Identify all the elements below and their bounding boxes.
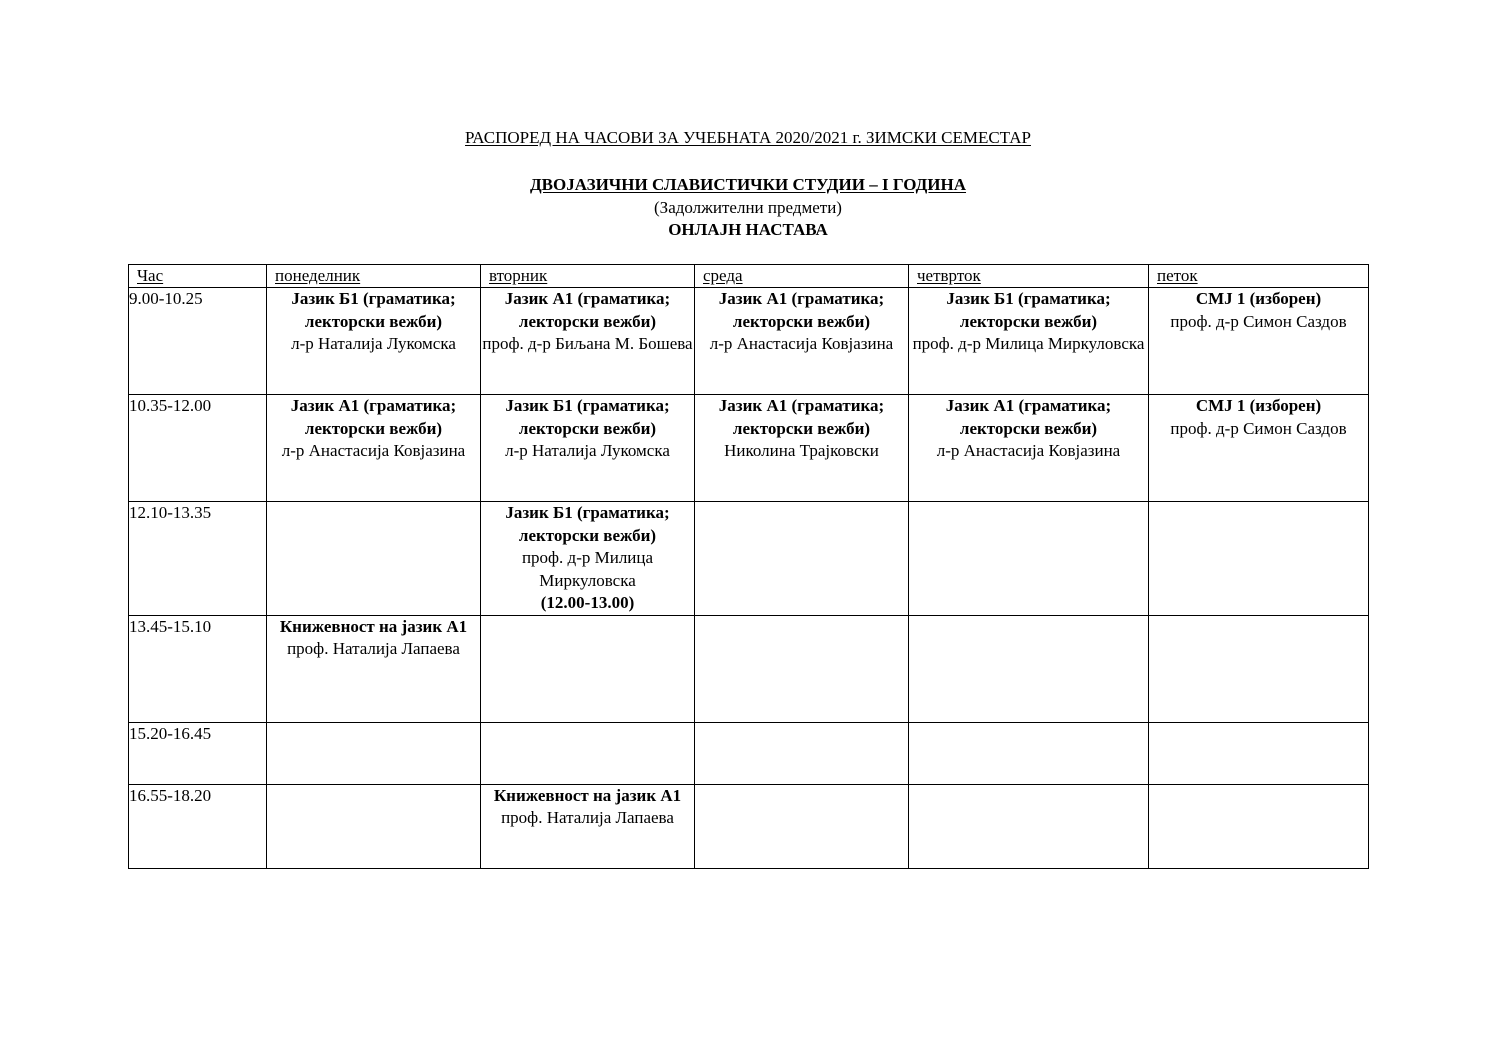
time-note: (12.00-13.00): [540, 593, 635, 612]
cell-monday: [267, 784, 481, 868]
cell-thursday: [909, 395, 1149, 502]
program-title: ДВОЈАЗИЧНИ СЛАВИСТИЧКИ СТУДИИ – I ГОДИНА: [529, 175, 967, 194]
cell-monday: [267, 615, 481, 722]
teacher-name: Николина Трајковски: [724, 441, 879, 460]
time-slot: 10.35-12.00: [129, 395, 267, 502]
teaching-mode: ОНЛАЈН НАСТАВА: [668, 220, 828, 239]
teacher-name: л-р Наталија Лукомска: [291, 334, 456, 353]
cell-wednesday: [695, 502, 909, 616]
subject-name: Јазик А1 (граматика; лекторски вежби): [945, 396, 1112, 438]
teacher-name: л-р Анастасија Ковјазина: [281, 441, 466, 460]
teacher-name: л-р Анастасија Ковјазина: [709, 334, 894, 353]
subject-name: Јазик А1 (граматика; лекторски вежби): [718, 396, 885, 438]
subject-name: Јазик Б1 (граматика; лекторски вежби): [946, 289, 1111, 331]
table-row: [129, 784, 1369, 868]
cell-friday: [1149, 784, 1369, 868]
cell-friday: [1149, 288, 1369, 395]
teacher-name: проф. д-р Милица Миркуловска: [912, 334, 1145, 353]
cell-tuesday: [481, 615, 695, 722]
teacher-name: проф. д-р Симон Саздов: [1170, 311, 1347, 331]
time-slot: 9.00-10.25: [129, 288, 267, 395]
subject-name: Јазик А1 (граматика; лекторски вежби): [718, 289, 885, 331]
subject-name: Јазик Б1 (граматика; лекторски вежби): [505, 503, 670, 545]
table-row: [129, 395, 1369, 502]
table-row: [129, 288, 1369, 395]
time-slot: 13.45-15.10: [129, 615, 267, 722]
cell-tuesday: [481, 722, 695, 784]
cell-thursday: [909, 615, 1149, 722]
program-note: (Задолжителни предмети): [654, 198, 842, 217]
col-header-thursday: четврток: [909, 265, 1149, 288]
subject-name: Јазик А1 (граматика; лекторски вежби): [290, 396, 457, 438]
cell-monday: [267, 502, 481, 616]
table-row: [129, 615, 1369, 722]
cell-wednesday: [695, 395, 909, 502]
subject-name: Јазик А1 (граматика; лекторски вежби): [504, 289, 671, 331]
cell-friday: [1149, 722, 1369, 784]
time-slot: 12.10-13.35: [129, 502, 267, 616]
subject-name: Јазик Б1 (граматика; лекторски вежби): [291, 289, 456, 331]
teacher-name: проф. Наталија Лапаева: [501, 808, 674, 827]
time-slot: 16.55-18.20: [129, 784, 267, 868]
cell-thursday: [909, 288, 1149, 395]
cell-tuesday: [481, 395, 695, 502]
col-header-time: Час: [129, 265, 267, 288]
cell-thursday: [909, 784, 1149, 868]
table-row: [129, 502, 1369, 616]
document-title: РАСПОРЕД НА ЧАСОВИ ЗА УЧЕБНАТА 2020/2021 г. ЗИМСКИ СЕМЕСТАР: [465, 128, 1031, 147]
subject-name: Јазик Б1 (граматика; лекторски вежби): [505, 396, 670, 438]
cell-monday: [267, 722, 481, 784]
header-row: [129, 265, 1369, 288]
subject-name: Книжевност на јазик А1: [493, 785, 682, 805]
cell-friday: [1149, 395, 1369, 502]
cell-friday: [1149, 615, 1369, 722]
cell-monday: [267, 288, 481, 395]
subject-name: СМЈ 1 (изборен): [1195, 396, 1322, 415]
cell-thursday: [909, 722, 1149, 784]
teacher-name: проф. д-р Милица Миркуловска: [521, 548, 654, 590]
cell-friday: [1149, 502, 1369, 616]
cell-tuesday: [481, 288, 695, 395]
teacher-name: проф. Наталија Лапаева: [287, 639, 460, 658]
cell-thursday: [909, 502, 1149, 616]
cell-wednesday: [695, 722, 909, 784]
teacher-name: л-р Анастасија Ковјазина: [936, 441, 1121, 460]
col-header-friday: петок: [1149, 265, 1369, 288]
cell-wednesday: [695, 288, 909, 395]
cell-wednesday: [695, 784, 909, 868]
col-header-monday: понеделник: [267, 265, 481, 288]
teacher-name: л-р Наталија Лукомска: [505, 441, 670, 460]
cell-monday: [267, 395, 481, 502]
teacher-name: проф. д-р Биљана М. Бошева: [482, 334, 693, 353]
cell-tuesday: [481, 784, 695, 868]
col-header-tuesday: вторник: [481, 265, 695, 288]
time-slot: 15.20-16.45: [129, 722, 267, 784]
schedule-table: [128, 264, 1369, 869]
subject-name: Книжевност на јазик А1: [279, 616, 468, 636]
col-header-wednesday: среда: [695, 265, 909, 288]
table-row: [129, 722, 1369, 784]
cell-wednesday: [695, 615, 909, 722]
teacher-name: проф. д-р Симон Саздов: [1170, 418, 1347, 438]
subject-name: СМЈ 1 (изборен): [1195, 289, 1322, 308]
cell-tuesday: [481, 502, 695, 616]
